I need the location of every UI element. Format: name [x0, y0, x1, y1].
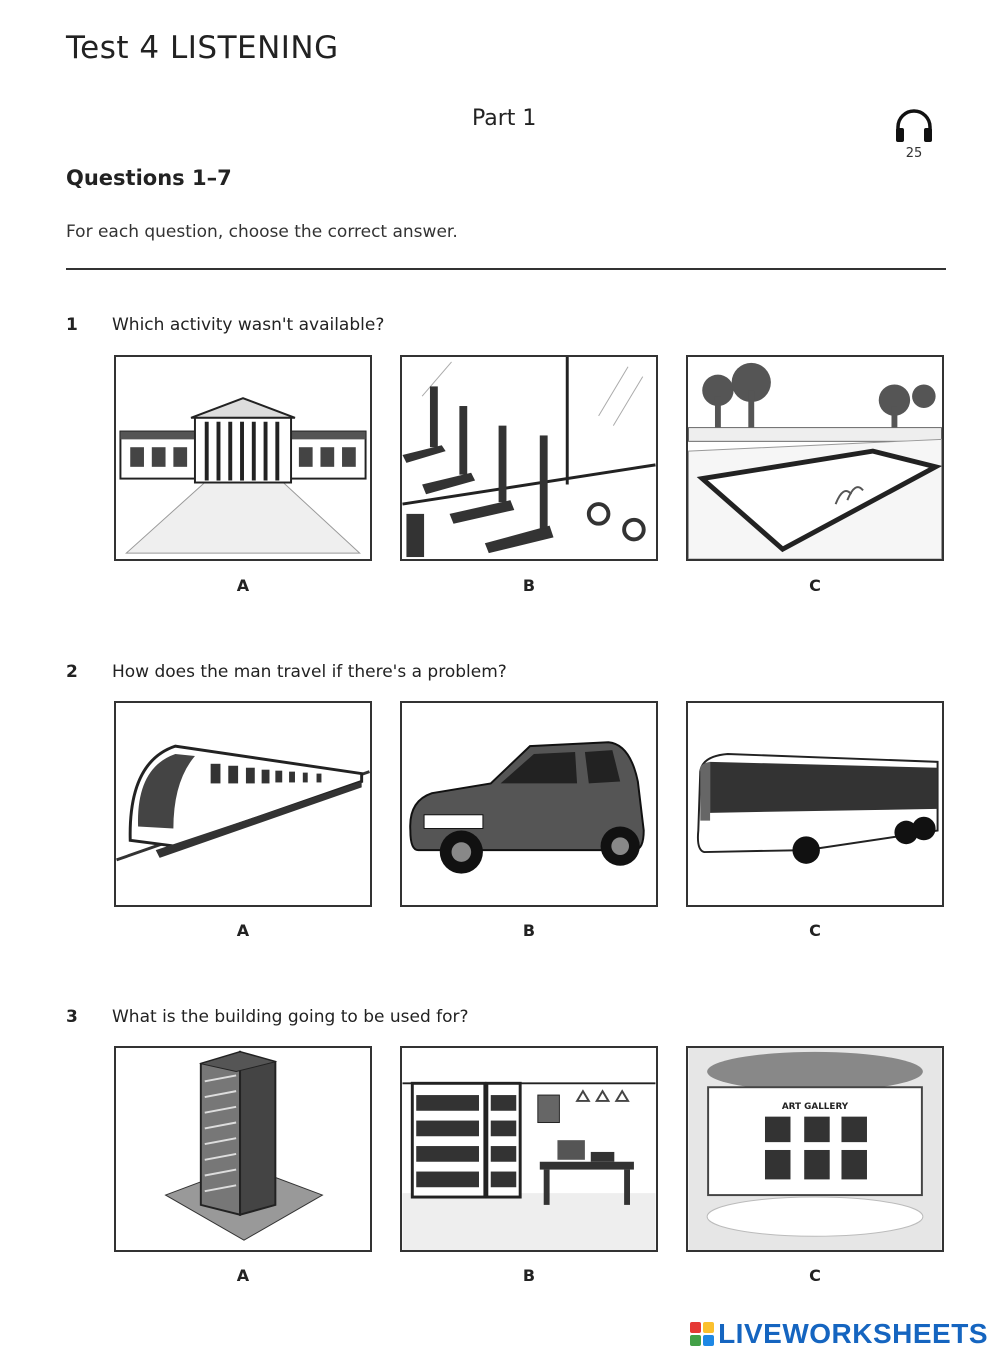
q2-option-c-image[interactable] [686, 701, 944, 907]
q3-option-c-image[interactable] [686, 1046, 944, 1252]
library-office-icon [402, 1048, 656, 1250]
q2-option-b-label[interactable]: B [522, 921, 536, 940]
divider [66, 268, 946, 270]
q2-option-c-label[interactable]: C [809, 921, 821, 940]
gallery-sign-text: ART GALLERY [781, 1101, 849, 1112]
q3-option-a-image[interactable] [114, 1046, 372, 1252]
question-2-text: How does the man travel if there's a problem? [112, 662, 507, 682]
question-1-text: Which activity wasn't available? [112, 315, 385, 335]
museum-building-icon [116, 357, 370, 559]
q1-option-a-image[interactable] [114, 355, 372, 561]
questions-heading: Questions 1–7 [66, 166, 232, 190]
q1-option-b-image[interactable] [400, 355, 658, 561]
q3-option-a-label[interactable]: A [236, 1266, 250, 1285]
q1-option-a-label[interactable]: A [236, 576, 250, 595]
q3-option-b-label[interactable]: B [522, 1266, 536, 1285]
q2-option-a-image[interactable] [114, 701, 372, 907]
headphones-icon [893, 108, 935, 144]
question-3-text: What is the building going to be used for? [112, 1007, 469, 1027]
track-number: 25 [905, 146, 923, 161]
q2-option-b-image[interactable] [400, 701, 658, 907]
question-3-number: 3 [66, 1007, 78, 1027]
question-2-number: 2 [66, 662, 78, 682]
q3-option-b-image[interactable] [400, 1046, 658, 1252]
liveworksheets-logo-icon [690, 1322, 714, 1346]
q3-option-c-label[interactable]: C [809, 1266, 821, 1285]
page-title: Test 4 LISTENING [66, 30, 339, 66]
liveworksheets-watermark [690, 1318, 988, 1350]
car-icon [402, 703, 656, 905]
q1-option-b-label[interactable]: B [522, 576, 536, 595]
q1-option-c-image[interactable] [686, 355, 944, 561]
swimming-pool-icon [688, 357, 942, 559]
q2-option-a-label[interactable]: A [236, 921, 250, 940]
question-1-number: 1 [66, 315, 78, 335]
apartment-block-icon [116, 1048, 370, 1250]
q1-option-c-label[interactable]: C [809, 576, 821, 595]
audio-track-indicator [893, 108, 935, 168]
gym-treadmills-icon [402, 357, 656, 559]
coach-bus-icon [688, 703, 942, 905]
instruction-text: For each question, choose the correct answer. [66, 222, 458, 242]
art-gallery-icon [688, 1048, 942, 1250]
train-icon [116, 703, 370, 905]
watermark-text: LIVEWORKSHEETS [718, 1318, 988, 1349]
part-label: Part 1 [472, 106, 537, 131]
